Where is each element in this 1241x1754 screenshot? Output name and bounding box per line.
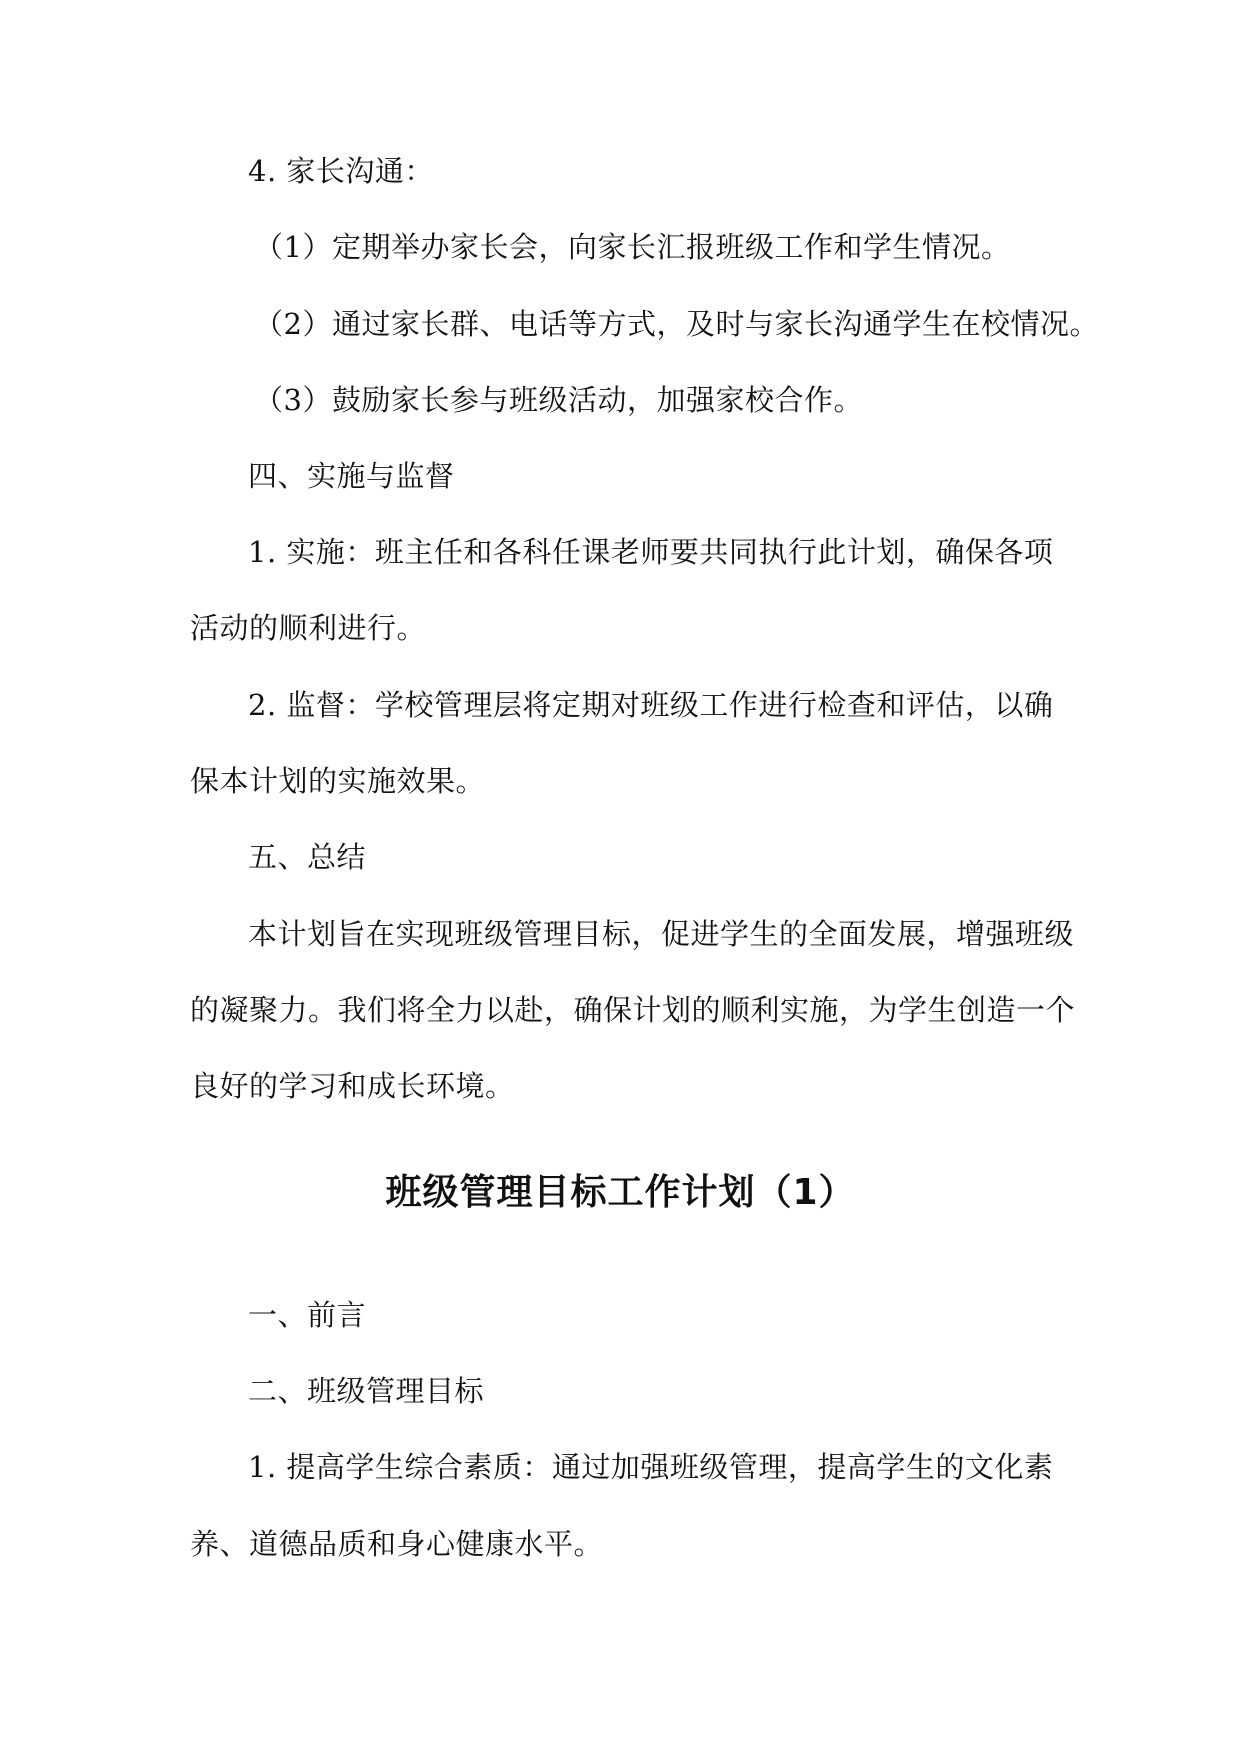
section-heading-parent-communication: 4. 家长沟通： <box>248 154 434 188</box>
document-title: 班级管理目标工作计划（1） <box>385 1172 856 1213</box>
paragraph-line: 1. 提高学生综合素质：通过加强班级管理，提高学生的文化素 <box>248 1450 1054 1484</box>
list-item: （3）鼓励家长参与班级活动，加强家校合作。 <box>254 383 863 417</box>
paragraph-line: 本计划旨在实现班级管理目标，促进学生的全面发展，增强班级 <box>248 917 1075 951</box>
paragraph-line: 保本计划的实施效果。 <box>190 764 486 798</box>
section-heading-summary: 五、总结 <box>248 840 367 874</box>
section-heading-goals: 二、班级管理目标 <box>248 1374 485 1408</box>
list-item: （1）定期举办家长会，向家长汇报班级工作和学生情况。 <box>254 230 1011 264</box>
paragraph-line: 1. 实施：班主任和各科任课老师要共同执行此计划，确保各项 <box>248 535 1054 569</box>
section-heading-foreword: 一、前言 <box>248 1298 367 1332</box>
paragraph-line: 良好的学习和成长环境。 <box>190 1069 515 1103</box>
list-item: （2）通过家长群、电话等方式，及时与家长沟通学生在校情况。 <box>254 307 1099 341</box>
paragraph-line: 2. 监督：学校管理层将定期对班级工作进行检查和评估，以确 <box>248 688 1054 722</box>
paragraph-line: 的凝聚力。我们将全力以赴，确保计划的顺利实施，为学生创造一个 <box>190 993 1076 1027</box>
section-heading-implementation: 四、实施与监督 <box>248 459 455 493</box>
paragraph-line: 养、道德品质和身心健康水平。 <box>190 1527 604 1561</box>
paragraph-line: 活动的顺利进行。 <box>190 611 427 645</box>
